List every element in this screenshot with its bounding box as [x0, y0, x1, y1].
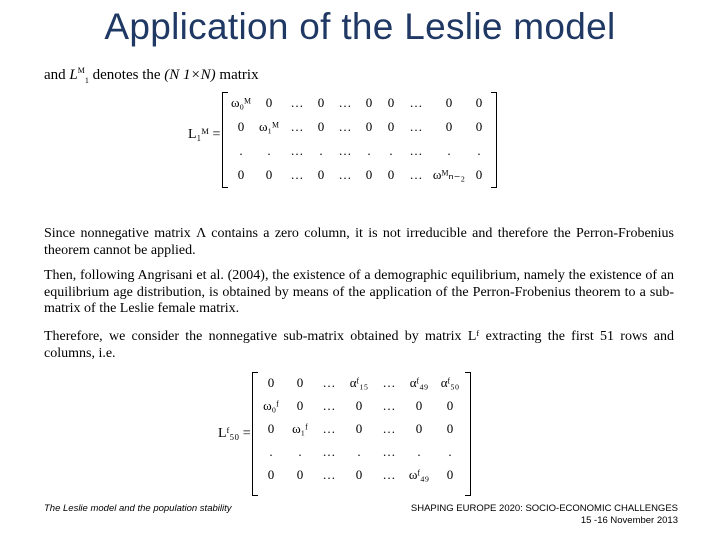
matrix1-cell: …: [409, 119, 423, 134]
matrix2-cell: 0: [355, 398, 363, 413]
slide-title: Application of the Leslie model: [104, 6, 616, 47]
matrix2-cell: 0: [355, 421, 363, 436]
matrix1-cell: 0: [387, 167, 395, 182]
matrix1: [228, 96, 490, 181]
matrix1-cell: 0: [445, 119, 453, 134]
matrix1-cell: …: [290, 143, 304, 158]
matrix2-cell: 0: [267, 421, 275, 436]
matrix1-cell: 0: [365, 167, 373, 182]
matrix1-cell: …: [290, 167, 304, 182]
paragraph-3: Therefore, we consider the nonnegative sub-matrix obtained by matrix Lᶠ extracting the first 51 rows and columns, i.e.: [44, 329, 674, 361]
matrix1-cell: …: [409, 143, 423, 158]
matrix1-cell: 0: [475, 167, 483, 182]
matrix1-cell: .: [319, 143, 323, 158]
footer-right-line2: 15 -16 November 2013: [580, 515, 678, 526]
matrix1-cell: …: [338, 95, 352, 110]
matrix2-cell: …: [382, 444, 396, 459]
matrix2-cell: ω₀ᶠ: [263, 398, 279, 413]
matrix2-cell: 0: [296, 467, 304, 482]
matrix1-cell: .: [389, 143, 393, 158]
matrix1-cell: 0: [365, 119, 373, 134]
matrix1-cell: .: [239, 143, 243, 158]
paragraph-1: Since nonnegative matrix Λ contains a zero column, it is not irreducible and therefore the Perron-Frobenius theorem cannot be applied.: [44, 226, 674, 258]
matrix2-cell: 0: [296, 398, 304, 413]
matrix1-cell: 0: [237, 119, 245, 134]
matrix2-cell: ω₁ᶠ: [292, 421, 308, 436]
matrix1-cell: …: [290, 95, 304, 110]
matrix1-cell: …: [409, 95, 423, 110]
matrix2-cell: …: [322, 375, 336, 390]
matrix1-cell: ω₁ᴹ: [258, 119, 280, 134]
matrix2-cell: .: [448, 444, 452, 459]
def-sup: M: [77, 66, 85, 75]
matrix1-cell: 0: [365, 95, 373, 110]
matrix2-cell: …: [322, 444, 336, 459]
matrix1-cell: 0: [387, 95, 395, 110]
def-mid: denotes the: [88, 67, 165, 83]
matrix2-cell: 0: [446, 398, 454, 413]
matrix2-cell: …: [382, 398, 396, 413]
matrix2-cell: 0: [355, 467, 363, 482]
def-pre: and: [44, 67, 70, 83]
matrix2-label: Lᶠ₅₀ =: [218, 426, 251, 441]
matrix1-cell: .: [447, 143, 451, 158]
def-sub: 1: [84, 76, 89, 85]
matrix1-label: L₁ᴹ =: [188, 127, 221, 142]
footer-right: [411, 503, 678, 527]
def-dim: (N 1×N): [164, 67, 216, 83]
matrix2-cell: 0: [415, 398, 423, 413]
matrix2: [258, 376, 464, 481]
matrix1-cell: ω₀ᴹ: [230, 95, 252, 110]
matrix1-cell: 0: [237, 167, 245, 182]
matrix2-cell: …: [322, 467, 336, 482]
matrix1-cell: …: [338, 143, 352, 158]
matrix2-cell: …: [322, 421, 336, 436]
matrix1-cell: 0: [475, 119, 483, 134]
paragraph-2: Then, following Angrisani et al. (2004), the existence of a demographic equilibrium, namely the existence of an equilibrium age distribution, is obtained by means of the application of the Perron-Frobenius theorem to a sub-matrix of the Leslie female matrix.: [44, 268, 674, 316]
matrix2-cell: .: [269, 444, 273, 459]
matrix2-cell: .: [298, 444, 302, 459]
matrix1-cell: 0: [475, 95, 483, 110]
matrix1-cell: 0: [387, 119, 395, 134]
matrix2-cell: 0: [296, 375, 304, 390]
matrix2-cell: …: [382, 375, 396, 390]
matrix2-right-bracket: [465, 372, 471, 496]
matrix1-cell: ωᴹₙ₋₂: [432, 167, 466, 182]
matrix1-cell: 0: [317, 167, 325, 182]
matrix2-cell: αᶠ₁₅: [349, 375, 369, 390]
footer-right-line1: SHAPING EUROPE 2020: SOCIO-ECONOMIC CHALLENGES: [410, 503, 678, 514]
matrix2-cell: αᶠ₅₀: [440, 375, 460, 390]
matrix2-cell: αᶠ₄₉: [409, 375, 429, 390]
matrix2-cell: .: [357, 444, 361, 459]
matrix2-cell: .: [417, 444, 421, 459]
matrix2-cell: 0: [415, 421, 423, 436]
matrix1-cell: 0: [445, 95, 453, 110]
matrix1-cell: 0: [265, 167, 273, 182]
def-post: matrix: [215, 67, 259, 83]
matrix1-cell: 0: [317, 95, 325, 110]
matrix2-cell: 0: [446, 467, 454, 482]
matrix2-cell: ωᶠ₄₉: [408, 467, 430, 482]
matrix2-cell: …: [382, 421, 396, 436]
matrix1-cell: …: [338, 119, 352, 134]
def-symbol: L: [69, 67, 78, 83]
matrix2-cell: 0: [267, 467, 275, 482]
matrix2-cell: …: [382, 467, 396, 482]
matrix1-cell: …: [338, 167, 352, 182]
matrix2-cell: 0: [267, 375, 275, 390]
matrix1-cell: .: [267, 143, 271, 158]
definition-line: [44, 66, 259, 85]
matrix1-right-bracket: [491, 92, 497, 188]
footer-left: The Leslie model and the population stability: [44, 503, 232, 514]
matrix1-cell: …: [409, 167, 423, 182]
matrix2-cell: …: [322, 398, 336, 413]
matrix1-cell: 0: [265, 95, 273, 110]
matrix1-cell: .: [367, 143, 371, 158]
matrix1-cell: 0: [317, 119, 325, 134]
matrix2-cell: 0: [446, 421, 454, 436]
matrix1-cell: …: [290, 119, 304, 134]
matrix1-cell: .: [477, 143, 481, 158]
